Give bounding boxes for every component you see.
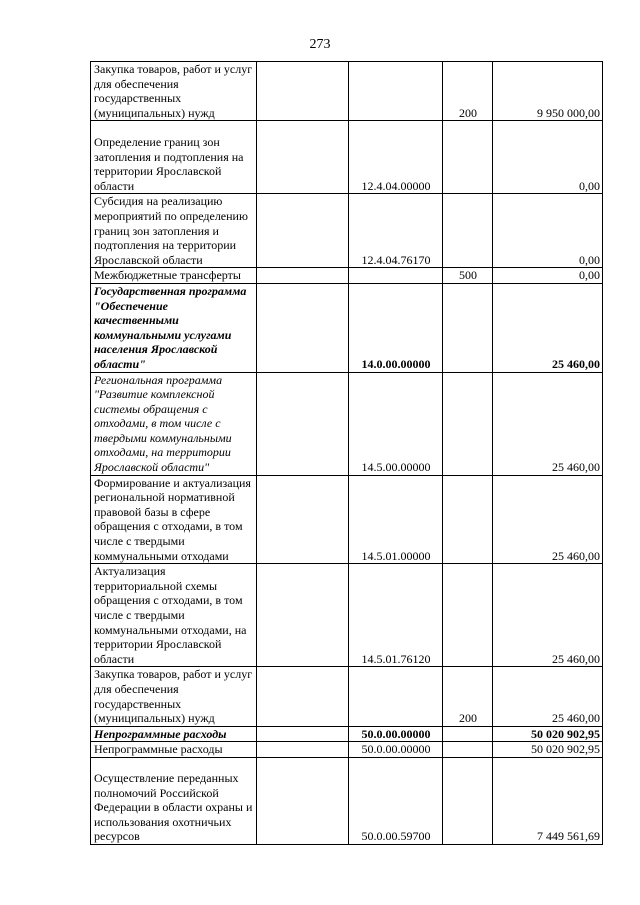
row-expense-type [443,121,493,194]
page-number: 273 [309,37,331,52]
row-amount: 25 460,00 [493,475,603,564]
table-row [91,194,603,268]
row-amount: 0,00 [493,194,603,268]
row-amount: 25 460,00 [493,372,603,475]
row-name: Субсидия на реализацию мероприятий по определению границ зон затопления и подтопления на территории Ярославской области [91,194,257,268]
row-target-code: 14.5.00.00000 [349,372,443,475]
table-row [91,726,603,742]
table-row [91,564,603,667]
row-expense-type [443,194,493,268]
row-empty-cell [257,757,349,844]
row-name: Определение границ зон затопления и подтопления на территории Ярославской области [91,121,257,194]
row-name: Закупка товаров, работ и услуг для обеспечения государственных (муниципальных) нужд [91,62,257,121]
row-empty-cell [257,667,349,726]
row-name: Непрограммные расходы [91,726,257,742]
table-row [91,62,603,121]
row-target-code: 50.0.00.59700 [349,757,443,844]
row-name: Формирование и актуализация региональной нормативной правовой базы в сфере обращения с отходами, в том числе с твердыми коммунальными отходами [91,475,257,564]
row-empty-cell [257,475,349,564]
row-amount: 50 020 902,95 [493,742,603,758]
row-empty-cell [257,742,349,758]
row-amount: 25 460,00 [493,667,603,726]
row-amount: 25 460,00 [493,283,603,372]
table-row [91,372,603,475]
row-amount: 25 460,00 [493,564,603,667]
table-row [91,268,603,284]
table-row [91,667,603,726]
budget-table-body [91,62,603,845]
budget-table [90,61,603,845]
row-name: Актуализация территориальной схемы обращения с отходами, в том числе с твердыми коммунальными отходами, на территории Ярославской области [91,564,257,667]
row-empty-cell [257,726,349,742]
row-name: Межбюджетные трансферты [91,268,257,284]
row-target-code: 50.0.00.00000 [349,742,443,758]
row-expense-type: 500 [443,268,493,284]
row-empty-cell [257,62,349,121]
row-target-code: 50.0.00.00000 [349,726,443,742]
row-name: Закупка товаров, работ и услуг для обеспечения государственных (муниципальных) нужд [91,667,257,726]
row-expense-type [443,757,493,844]
row-target-code: 14.5.01.76120 [349,564,443,667]
row-empty-cell [257,121,349,194]
table-row [91,121,603,194]
row-name: Непрограммные расходы [91,742,257,758]
table-row [91,757,603,844]
row-target-code: 12.4.04.76170 [349,194,443,268]
row-empty-cell [257,372,349,475]
row-empty-cell [257,268,349,284]
row-target-code [349,268,443,284]
row-amount: 7 449 561,69 [493,757,603,844]
row-empty-cell [257,564,349,667]
row-name: Региональная программа "Развитие комплексной системы обращения с отходами, в том числе с твердыми коммунальными отходами, на территории Ярославской области" [91,372,257,475]
table-row [91,742,603,758]
row-expense-type [443,372,493,475]
row-name: Государственная программа "Обеспечение качественными коммунальными услугами населения Ярославской области" [91,283,257,372]
row-target-code: 14.0.00.00000 [349,283,443,372]
row-amount: 9 950 000,00 [493,62,603,121]
row-expense-type [443,726,493,742]
table-row [91,475,603,564]
row-expense-type [443,283,493,372]
row-expense-type: 200 [443,667,493,726]
row-expense-type [443,475,493,564]
row-amount: 0,00 [493,268,603,284]
row-amount: 50 020 902,95 [493,726,603,742]
row-name: Осуществление переданных полномочий Российской Федерации в области охраны и использования охотничьих ресурсов [91,757,257,844]
row-empty-cell [257,283,349,372]
row-target-code [349,667,443,726]
row-expense-type [443,742,493,758]
row-target-code: 12.4.04.00000 [349,121,443,194]
row-expense-type: 200 [443,62,493,121]
row-target-code: 14.5.01.00000 [349,475,443,564]
table-row [91,283,603,372]
row-empty-cell [257,194,349,268]
row-target-code [349,62,443,121]
row-amount: 0,00 [493,121,603,194]
row-expense-type [443,564,493,667]
